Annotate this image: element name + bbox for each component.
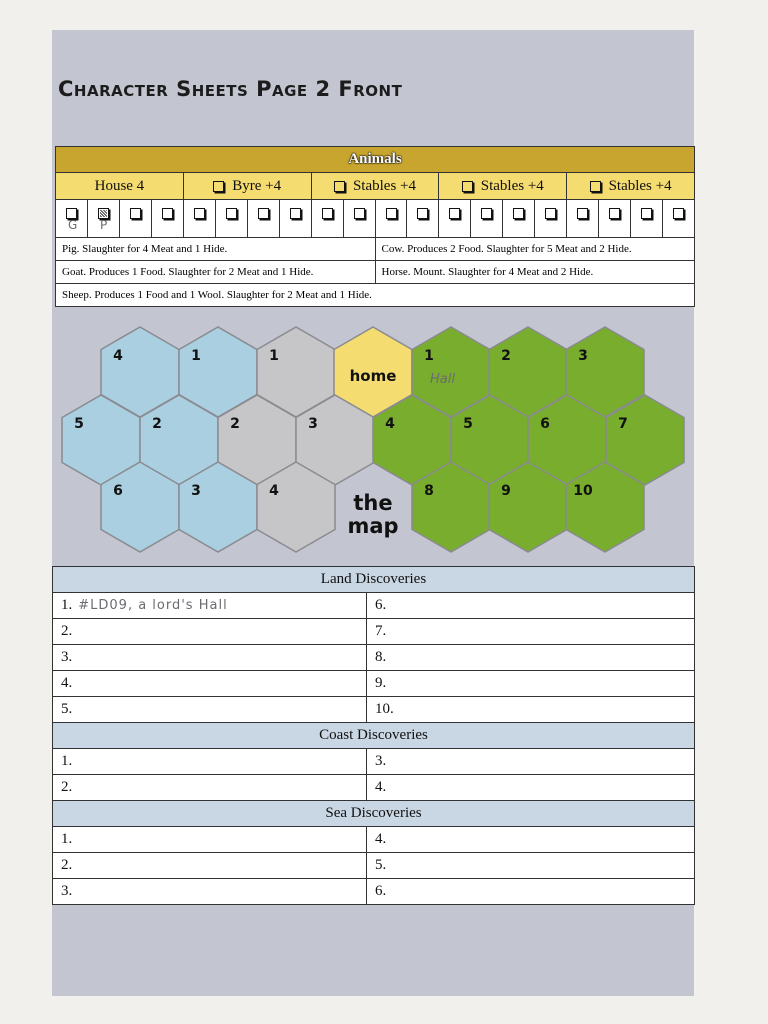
hex-number: 6 — [540, 416, 550, 432]
land-discovery-7[interactable]: 7. — [367, 619, 695, 645]
building-label: House 4 — [94, 177, 145, 194]
hex-number: 7 — [618, 416, 628, 432]
hex-number: 5 — [74, 416, 84, 432]
page-title: Character Sheets Page 2 Front — [58, 77, 403, 101]
hex-number: 3 — [191, 483, 201, 499]
land-discovery-4[interactable]: 4. — [53, 671, 367, 697]
hex-number: 9 — [501, 483, 511, 499]
land-discovery-9[interactable]: 9. — [367, 671, 695, 697]
land-discovery-5[interactable]: 5. — [53, 697, 367, 723]
building-label: Byre +4 — [232, 177, 282, 194]
sea-discovery-2[interactable]: 2. — [53, 853, 367, 879]
sea-discovery-4[interactable]: 4. — [367, 827, 695, 853]
land-discovery-3[interactable]: 3. — [53, 645, 367, 671]
hex-number: 3 — [578, 348, 588, 364]
coast-discovery-4[interactable]: 4. — [367, 775, 695, 801]
land-discovery-10[interactable]: 10. — [367, 697, 695, 723]
animal-info-horse: Horse. Mount. Slaughter for 4 Meat and 2 Hide. — [381, 266, 594, 278]
sea-discovery-3[interactable]: 3. — [53, 879, 367, 905]
sea-discovery-1[interactable]: 1. — [53, 827, 367, 853]
building-label: Stables +4 — [352, 177, 417, 194]
land-discovery-1[interactable] — [53, 593, 367, 619]
hex-number: 3 — [308, 416, 318, 432]
home-label: home — [349, 367, 397, 385]
land-discovery-8[interactable]: 8. — [367, 645, 695, 671]
hex-number: 4 — [113, 348, 123, 364]
discoveries-table — [52, 566, 695, 905]
land-discovery-1-label: 1. — [61, 597, 73, 613]
animal-info-goat: Goat. Produces 1 Food. Slaughter for 2 Meat and 1 Hide. — [56, 261, 376, 283]
animal-info-cow: Cow. Produces 2 Food. Slaughter for 5 Meat and 2 Hide. — [381, 243, 632, 255]
sea-discoveries-heading: Sea Discoveries — [53, 801, 695, 827]
hex-number: 2 — [230, 416, 240, 432]
slot-note: P — [99, 218, 108, 232]
coast-discoveries-heading: Coast Discoveries — [53, 723, 695, 749]
hex-number: 4 — [385, 416, 395, 432]
hex-number: 2 — [501, 348, 511, 364]
land-discovery-2[interactable]: 2. — [53, 619, 367, 645]
animal-info-sheep: Sheep. Produces 1 Food and 1 Wool. Slaughter for 2 Meat and 1 Hide. — [62, 289, 372, 301]
hex-number: 1 — [191, 348, 201, 364]
hex-number: 10 — [573, 483, 593, 499]
sea-discovery-6[interactable]: 6. — [367, 879, 695, 905]
coast-discovery-3[interactable]: 3. — [367, 749, 695, 775]
hex-number: 1 — [269, 348, 279, 364]
hex-number: 8 — [424, 483, 434, 499]
land-discoveries-heading: Land Discoveries — [53, 567, 695, 593]
slot-note: G — [68, 218, 78, 232]
hex-number: 2 — [152, 416, 162, 432]
map-title-line1: the — [353, 491, 393, 515]
animals-heading: Animals — [56, 147, 694, 173]
land-discovery-1-note: #LD09, a lord's Hall — [78, 598, 228, 613]
home-note: Hall — [430, 372, 455, 387]
building-label: Stables +4 — [480, 177, 544, 194]
hex-number: 1 — [424, 348, 434, 364]
hex-number: 4 — [269, 483, 279, 499]
building-label: Stables +4 — [608, 177, 672, 194]
coast-discovery-1[interactable]: 1. — [53, 749, 367, 775]
animal-info-pig: Pig. Slaughter for 4 Meat and 1 Hide. — [56, 238, 376, 260]
sea-discovery-5[interactable]: 5. — [367, 853, 695, 879]
coast-discovery-2[interactable]: 2. — [53, 775, 367, 801]
land-discovery-6[interactable]: 6. — [367, 593, 695, 619]
hex-number: 5 — [463, 416, 473, 432]
hex-number: 6 — [113, 483, 123, 499]
map-title-line2: map — [347, 514, 399, 538]
